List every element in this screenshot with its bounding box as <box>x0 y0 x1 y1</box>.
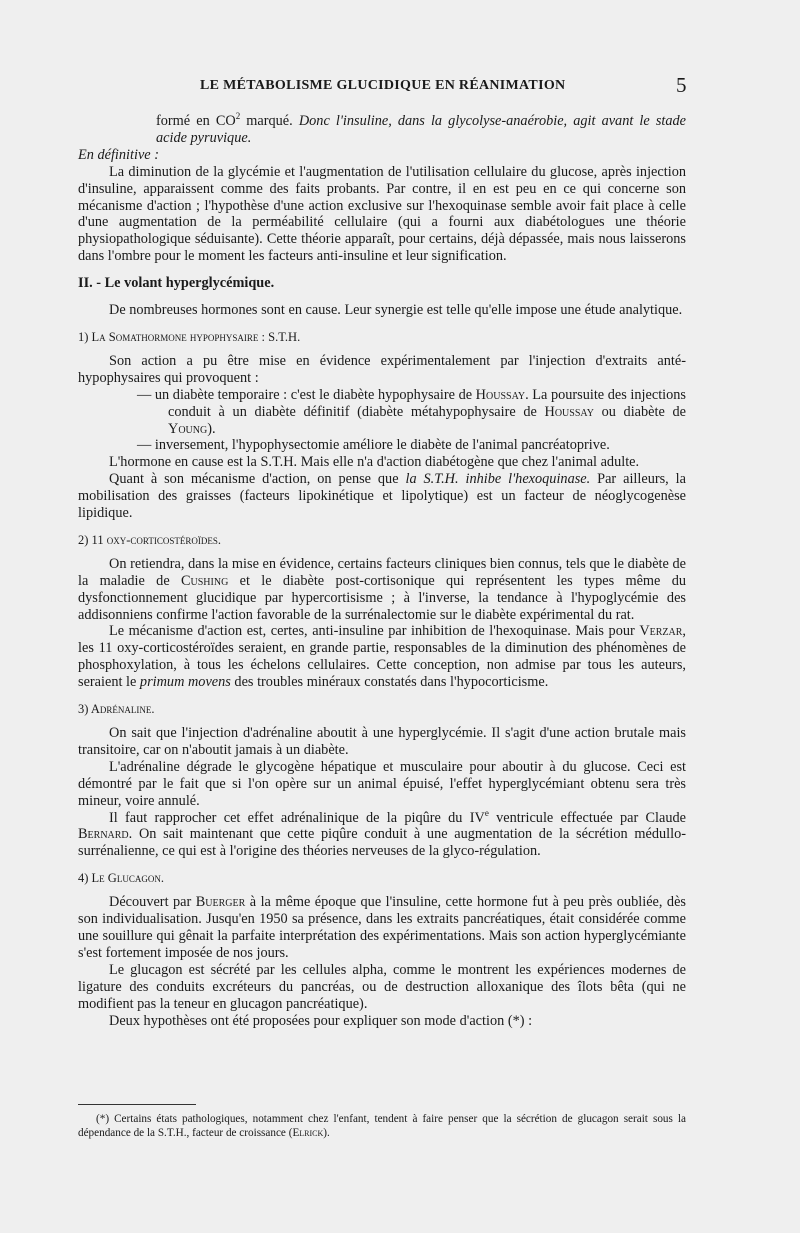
subheading-oxy: 2) 11 oxy-corticostéroïdes. <box>78 532 221 547</box>
section-title: II. - Le volant hyperglycémique. <box>78 275 275 292</box>
oxy-paragraph-1: On retiendra, dans la mise en évidence, certains facteurs cliniques bien connus, tels que le diabète de la maladie de Cushing et le diabète post-cortisonique qui représentent les types même du dysfonctionnement glucidique par hypercortisisme ; à l'inverse, la tendance à l'hypoglycémie des addisonniens confirme l'action favorable de la surrénalectomie sur le diabète expérimental du rat. <box>78 555 686 623</box>
sth-paragraph-3: Quant à son mécanisme d'action, on pense que la S.T.H. inhibe l'hexoquinase. Par ailleurs, la mobilisation des graisses (facteurs lipokinétique et lipolytique) est un facteur de néoglycogenèse lipidique. <box>78 471 686 522</box>
definitive-paragraph: La diminution de la glycémie et l'augmentation de l'utilisation cellulaire du glucose, après injection d'insuline, apparaissent comme des faits probants. Par contre, il en est peu en ce qui concerne son mécanisme d'action ; l'hypothèse d'une action exclusive sur l'hexoquinase semble avoir fait place à celle d'une augmentation de la perméabilité cellulaire (qui a fourni aux diabétologues une théorie physiopathologique séduisante). Cette théorie apparaît, pour certains, déjà dépassée, mais nous laisserons dans l'ombre pour le moment les facteurs anti-insuline et leur signification. <box>78 163 686 265</box>
glucagon-paragraph-3: Deux hypothèses ont été proposées pour expliquer son mode d'action (*) : <box>109 1012 533 1029</box>
subheading-adrenaline: 3) Adrénaline. <box>78 702 155 717</box>
definitive-label: En définitive : <box>78 146 159 163</box>
sth-paragraph-1: Son action a pu être mise en évidence expérimentalement par l'injection d'extraits anté-hypophysaires qui provoquent : <box>78 352 686 386</box>
running-title: LE MÉTABOLISME GLUCIDIQUE EN RÉANIMATION <box>200 78 566 93</box>
page-number: 5 <box>676 73 687 97</box>
page-header <box>0 73 800 100</box>
adrenaline-paragraph-1: On sait que l'injection d'adrénaline aboutit à une hyperglycémie. Il s'agit d'une action brutale mais transitoire, car on n'aboutit jamais à un diabète. <box>78 725 686 758</box>
body-text <box>78 113 686 1029</box>
subheading-sth: 1) La Somathormone hypophysaire : S.T.H. <box>78 329 301 344</box>
glucagon-paragraph-2: Le glucagon est sécrété par les cellules alpha, comme le montrent les expériences modernes de ligature des conduits excréteurs du pancréas, ou de destruction alloxanique des îlots bêta (qui ne modifient pas la teneur en glucagon pancréatique). <box>78 961 686 1012</box>
adrenaline-paragraph-3: Il faut rapprocher cet effet adrénalinique de la piqûre du IVe ventricule effectuée par Claude Bernard. On sait maintenant que cette piqûre conduit à une augmentation de la sécrétion médullo-surrénalienne, ce qui est à l'origine des théories nerveuses de la glyco-régulation. <box>78 807 686 860</box>
sth-bullet-2: — inversement, l'hypophysectomie améliore le diabète de l'animal pancréatoprive. <box>137 437 610 454</box>
glucagon-paragraph-1: Découvert par Buerger à la même époque que l'insuline, cette hormone fut à peu près oubliée, dès son individualisation. Jusqu'en 1950 sa présence, dans les extraits pancréatiques, était considérée comme une souillure qui gênait la parfaite interprétation des expérimentations. Mais son action hyperglycémiante s'est fortement imposée de nos jours. <box>78 894 686 961</box>
oxy-paragraph-2: Le mécanisme d'action est, certes, anti-insuline par inhibition de l'hexoquinase. Mais pour Verzar, les 11 oxy-corticostéroïdes seraient, en grande partie, responsables de la diminution des phénomènes de phosphoxylation, à tous les échelons cellulaires. Cette conception, non admise par tous les auteurs, seraient le primum movens des troubles minéraux constatés dans l'hypocorticisme. <box>78 623 686 691</box>
footnote: (*) Certains états pathologiques, notamment chez l'enfant, tendent à faire penser que la sécrétion de glucagon serait sous la dépendance de la S.T.H., facteur de croissance (Elrick). <box>78 1113 686 1139</box>
sth-bullet-1: — un diabète temporaire : c'est le diabète hypophysaire de Houssay. La poursuite des injections conduit à un diabète définitif (diabète métahypophysaire de Houssay ou diabète de Young). <box>137 386 686 437</box>
section-intro: De nombreuses hormones sont en cause. Leur synergie est telle qu'elle impose une étude analytique. <box>109 302 683 319</box>
sth-paragraph-2: L'hormone en cause est la S.T.H. Mais elle n'a d'action diabétogène que chez l'animal adulte. <box>109 454 640 471</box>
adrenaline-paragraph-2: L'adrénaline dégrade le glycogène hépatique et musculaire pour aboutir à du glucose. Ceci est démontré par le fait que si l'on opère sur un animal épuisé, l'effet hyperglycémiant obtenu sera très mineur, voire annulé. <box>78 758 686 809</box>
footnote-divider <box>78 1104 196 1105</box>
subheading-glucagon: 4) Le Glucagon. <box>78 871 164 886</box>
intro-paragraph: formé en $CO^2$ marqué. Donc l'insuline, dans la glycolyse-anaérobie, agit avant le stade acide pyruvique. <box>156 111 687 146</box>
